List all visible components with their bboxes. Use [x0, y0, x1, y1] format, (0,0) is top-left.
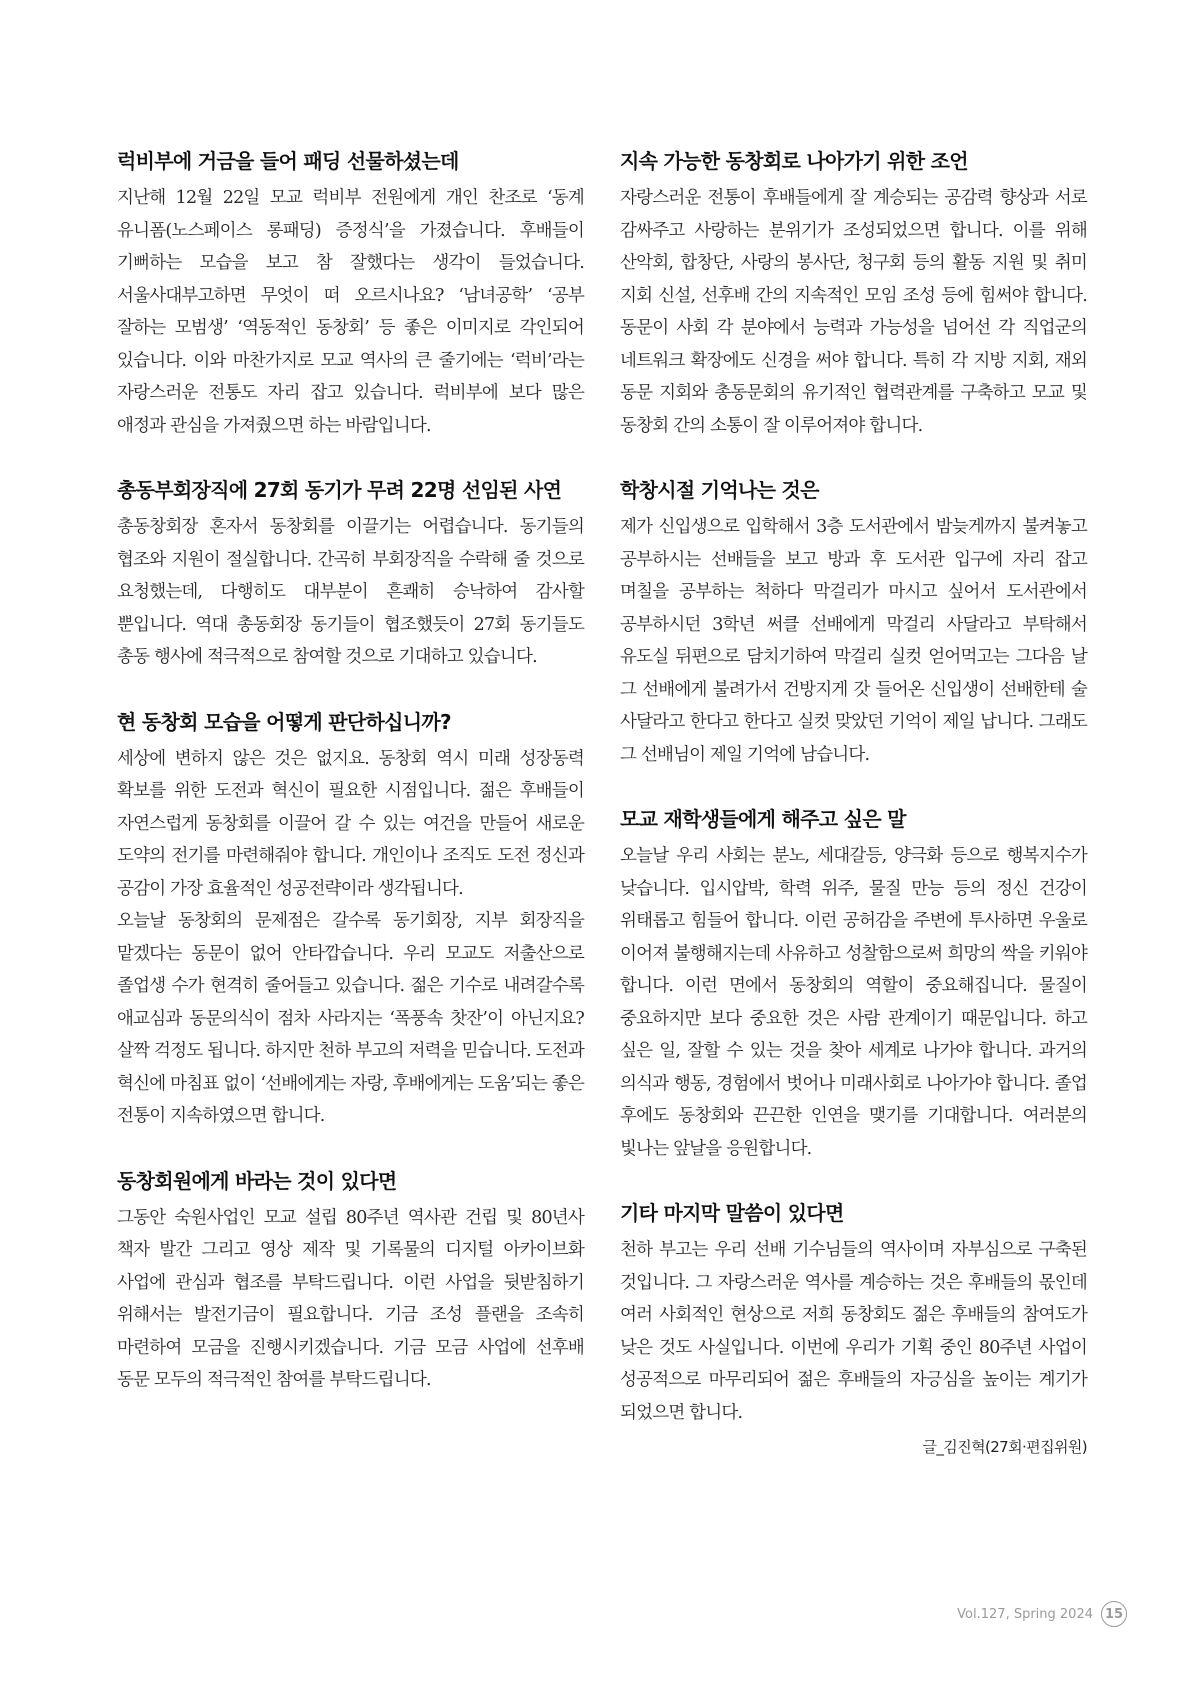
section-paragraph: 총동창회장 혼자서 동창회를 이끌기는 어렵습니다. 동기들의 협조와 지원이 절실합니다. 간곡히 부회장직을 수락해 줄 것으로 요청했는데, 다행히도 대부분이 흔쾌히 승낙하여 감사할 뿐입니다. 역대 총동회장 동기들이 협조했듯이 27회 동기들도 총동 행사에 적극적으로 참여할 것으로 기대하고 있습니다.	[117, 517, 584, 667]
section-paragraph: 세상에 변하지 않은 것은 없지요. 동창회 역시 미래 성장동력 확보를 위한 도전과 혁신이 필요한 시점입니다. 젊은 후배들이 자연스럽게 동창회를 이끌어 갈 수 있는 여건을 만들어 새로운 도약의 전기를 마련해줘야 합니다. 개인이나 조직도 도전 정신과 공감이 가장 효율적인 성공전략이라 생각됩니다.	[117, 748, 584, 899]
page-number: 15	[1101, 1601, 1127, 1627]
section-paragraph: 제가 신입생으로 입학해서 3층 도서관에서 밤늦게까지 불켜놓고 공부하시는 선배들을 보고 방과 후 도서관 입구에 자리 잡고 며칠을 공부하는 척하다 막걸리가 마시고 싶어서 도서관에서 공부하시던 3학년 써클 선배에게 막걸리 사달라고 부탁해서 유도실 뒤편으로 담치기하여 막걸리 실컷 얻어먹고는 그다음 날 그 선배에게 불려가서 건방지게 갓 들어온 신입생이 선배한테 술 사달라고 한다고 한다고 실컷 맞았던 기억이 제일 납니다. 그래도 그 선배님이 제일 기억에 남습니다.	[620, 517, 1087, 765]
qa-section-message-to-students	[620, 806, 1087, 1165]
qa-section-rugby	[117, 148, 584, 442]
issue-label: Vol.127, Spring 2024	[957, 1606, 1093, 1622]
section-heading: 지속 가능한 동창회로 나아가기 위한 조언	[620, 149, 968, 173]
section-heading: 총동부회장직에 27회 동기가 무려 22명 선임된 사연	[117, 478, 562, 502]
section-heading: 학창시절 기억나는 것은	[620, 478, 819, 502]
section-heading: 현 동창회 모습을 어떻게 판단하십니까?	[117, 709, 451, 734]
section-paragraph: 오늘날 동창회의 문제점은 갈수록 동기회장, 지부 회장직을 맡겠다는 동문이 없어 안타깝습니다. 우리 모교도 저출산으로 졸업생 수가 현격히 줄어들고 있습니다. 젊은 기수로 내려갈수록 애교심과 동문의식이 점차 사라지는 ‘폭풍속 찻잔’이 아닌지요? 살짝 걱정도 됩니다. 하지만 천하 부고의 저력을 믿습니다. 도전과 혁신에 마침표 없이 ‘선배에게는 자랑, 후배에게는 도움’되는 좋은 전통이 지속하였으면 합니다.	[117, 911, 584, 1126]
section-paragraph: 천하 부고는 우리 선배 기수님들의 역사이며 자부심으로 구축된 것입니다. 그 자랑스러운 역사를 계승하는 것은 후배들의 몫인데 여러 사회적인 현상으로 저희 동창회도 젊은 후배들의 참여도가 낮은 것도 사실입니다. 이번에 우리가 기획 중인 80주년 사업이 성공적으로 마무리되어 젊은 후배들의 자긍심을 높이는 계기가 되었으면 합니다.	[620, 1240, 1087, 1423]
qa-section-vice-presidents	[117, 477, 584, 674]
right-column	[620, 148, 1087, 1457]
qa-section-requests	[117, 1168, 584, 1397]
section-heading: 기타 마지막 말씀이 있다면	[620, 1201, 844, 1225]
section-paragraph: 오늘날 우리 사회는 분노, 세대갈등, 양극화 등으로 행복지수가 낮습니다. 입시압박, 학력 위주, 물질 만능 등의 정신 건강이 위태롭고 힘들어 합니다. 이런 공허감을 주변에 투사하면 우울로 이어져 불행해지는데 사유하고 성찰함으로써 희망의 싹을 키워야 합니다. 이런 면에서 동창회의 역할이 중요해집니다. 물질이 중요하지만 보다 중요한 것은 사람 관계이기 때문입니다. 하고 싶은 일, 잘할 수 있는 것을 찾아 세계로 나가야 합니다. 과거의 의식과 행동, 경험에서 벗어나 미래사회로 나아가야 합니다. 졸업 후에도 동창회와 끈끈한 인연을 맺기를 기대합니다. 여러분의 빛나는 앞날을 응원합니다.	[620, 846, 1087, 1159]
section-heading: 럭비부에 거금을 들어 패딩 선물하셨는데	[117, 149, 459, 173]
qa-section-school-memories	[620, 477, 1087, 771]
author-credit: 글_김진혁(27회·편집위원)	[922, 1438, 1087, 1456]
page-footer	[957, 1601, 1127, 1627]
section-heading: 동창회원에게 바라는 것이 있다면	[117, 1168, 397, 1193]
section-paragraph: 그동안 숙원사업인 모교 설립 80주년 역사관 건립 및 80년사 책자 발간 그리고 영상 제작 및 기록물의 디지털 아카이브화 사업에 관심과 협조를 부탁드립니다. 이런 사업을 뒷받침하기 위해서는 발전기금이 필요합니다. 기금 조성 플랜을 조속히 마련하여 모금을 진행시키겠습니다. 기금 모금 사업에 선후배 동문 모두의 적극적인 참여를 부탁드립니다.	[117, 1207, 584, 1390]
section-paragraph: 지난해 12월 22일 모교 럭비부 전원에게 개인 찬조로 ‘동계 유니폼(노스페이스 롱패딩) 증정식’을 가졌습니다. 후배들이 기뻐하는 모습을 보고 참 잘했다는 생각이 들었습니다. 서울사대부고하면 무엇이 떠 오르시나요? ‘남녀공학’ ‘공부 잘하는 모범생’ ‘역동적인 동창회’ 등 좋은 이미지로 각인되어 있습니다. 이와 마찬가지로 모교 역사의 큰 줄기에는 ‘럭비’라는 자랑스러운 전통도 자리 잡고 있습니다. 럭비부에 보다 많은 애정과 관심을 가져줬으면 하는 바람입니다.	[117, 188, 584, 436]
qa-section-advice	[620, 148, 1087, 442]
section-paragraph: 자랑스러운 전통이 후배들에게 잘 계승되는 공감력 향상과 서로 감싸주고 사랑하는 분위기가 조성되었으면 합니다. 이를 위해 산악회, 합창단, 사랑의 봉사단, 청구회 등의 활동 지원 및 취미 지회 신설, 선후배 간의 지속적인 모임 조성 등에 힘써야 합니다. 동문이 사회 각 분야에서 능력과 가능성을 넘어선 각 직업군의 네트워크 확장에도 신경을 써야 합니다. 특히 각 지방 지회, 재외 동문 지회와 총동문회의 유기적인 협력관계를 구축하고 모교 및 동창회 간의 소통이 잘 이루어져야 합니다.	[620, 188, 1087, 436]
qa-section-current-state	[117, 709, 584, 1133]
left-column	[117, 148, 584, 1432]
section-heading: 모교 재학생들에게 해주고 싶은 말	[620, 807, 906, 831]
qa-section-final-words	[620, 1200, 1087, 1429]
